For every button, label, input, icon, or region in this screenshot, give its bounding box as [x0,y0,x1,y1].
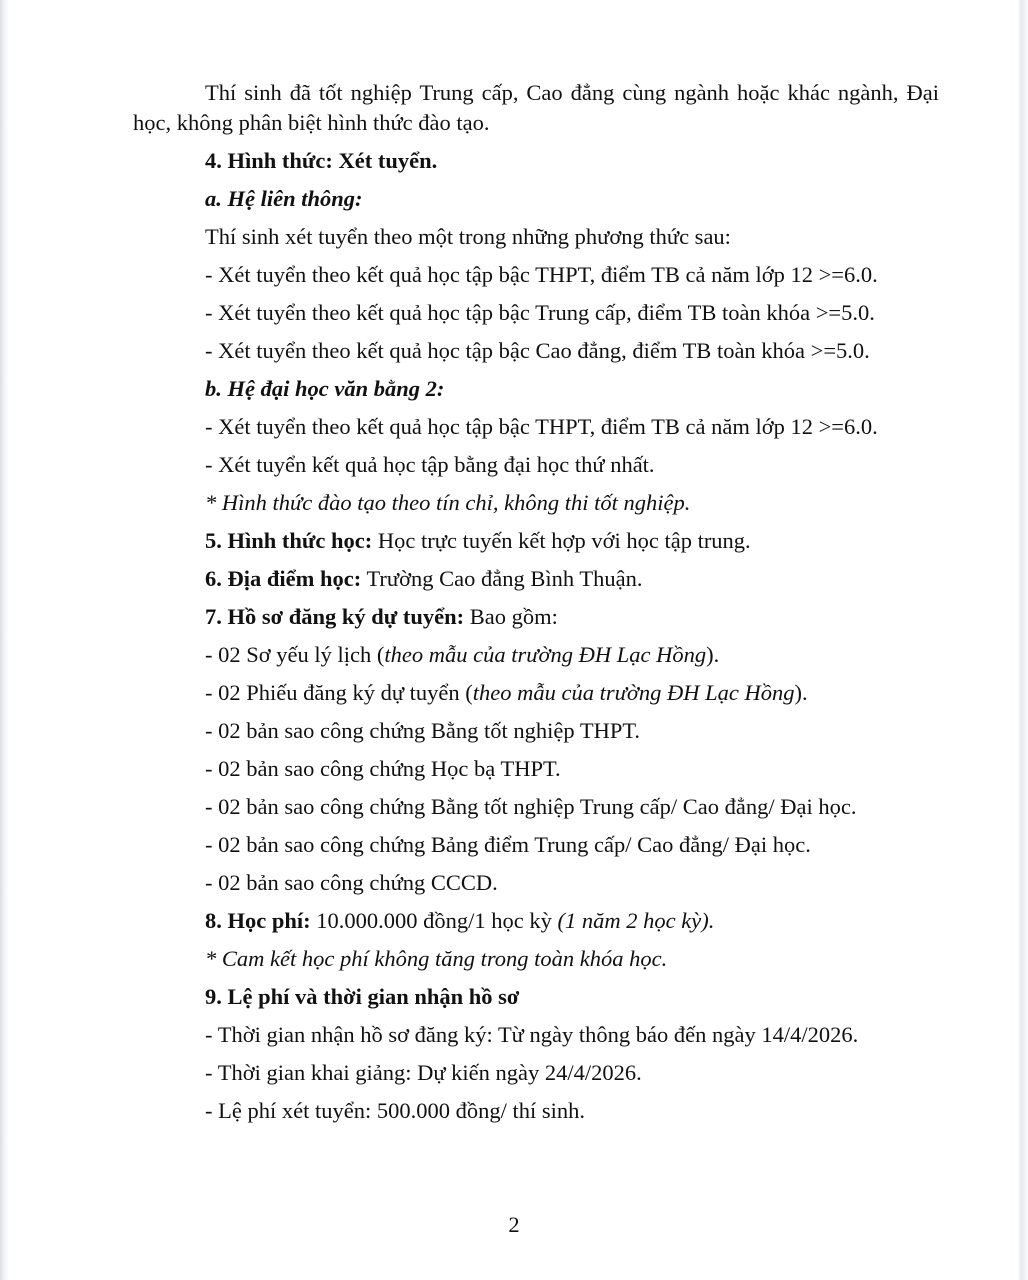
heading-subsection-b: b. Hệ đại học văn bằng 2: [205,376,445,401]
section-8-label: 8. Học phí: [205,908,311,933]
page-number: 2 [508,1212,520,1237]
section-7-value: Bao gồm: [464,604,558,629]
list-item-bang-diem-tc-cd-dh: - 02 bản sao công chứng Bảng điểm Trung cấp/ Cao đẳng/ Đại học. [205,832,811,857]
heading-section-5 [133,526,939,556]
paragraph-intro: Thí sinh đã tốt nghiệp Trung cấp, Cao đẳng cùng ngành hoặc khác ngành, Đại học, không phân biệt hình thức đào tạo. [133,80,939,135]
heading-section-7 [133,602,939,632]
note-training-credit: * Hình thức đào tạo theo tín chỉ, không thi tốt nghiệp. [205,490,691,515]
paragraph-methods-intro: Thí sinh xét tuyển theo một trong những phương thức sau: [205,224,731,249]
list-item-method-thpt: - Xét tuyển theo kết quả học tập bậc THPT, điểm TB cả năm lớp 12 >=6.0. [205,262,878,287]
item-pre: - 02 Sơ yếu lý lịch ( [205,642,385,667]
heading-section-6 [133,564,939,594]
list-item-method-trungcap: - Xét tuyển theo kết quả học tập bậc Trung cấp, điểm TB toàn khóa >=5.0. [205,300,875,325]
list-item-opening-date: - Thời gian khai giảng: Dự kiến ngày 24/4/2026. [205,1060,642,1085]
list-item-cccd: - 02 bản sao công chứng CCCD. [205,870,498,895]
page-left-edge [0,0,9,1280]
list-item-method-caodang: - Xét tuyển theo kết quả học tập bậc Cao đẳng, điểm TB toàn khóa >=5.0. [205,338,870,363]
heading-section-9: 9. Lệ phí và thời gian nhận hồ sơ [205,984,520,1009]
list-item-deadline: - Thời gian nhận hồ sơ đăng ký: Từ ngày thông báo đến ngày 14/4/2026. [205,1022,859,1047]
item-post: ). [706,642,720,667]
list-item-so-yeu-ly-lich [133,640,939,670]
document-body [133,78,939,1134]
list-item-vb2-daihoc: - Xét tuyển kết quả học tập bằng đại học thứ nhất. [205,452,655,477]
list-item-application-fee: - Lệ phí xét tuyển: 500.000 đồng/ thí sinh. [205,1098,585,1123]
item-note-italic: theo mẫu của trường ĐH Lạc Hồng [472,680,795,705]
item-post: ). [794,680,808,705]
section-5-value: Học trực tuyến kết hợp với học tập trung. [372,528,751,553]
section-8-value: 10.000.000 đồng/1 học kỳ [310,908,558,933]
section-8-note-italic: (1 năm 2 học kỳ). [557,908,715,933]
note-tuition-commitment: * Cam kết học phí không tăng trong toàn khóa học. [205,946,668,971]
page-right-edge [1018,0,1028,1280]
heading-section-4: 4. Hình thức: Xét tuyển. [205,148,438,173]
list-item-hoc-ba-thpt: - 02 bản sao công chứng Học bạ THPT. [205,756,561,781]
heading-section-8 [133,906,939,936]
section-7-label: 7. Hồ sơ đăng ký dự tuyển: [205,604,465,629]
list-item-bang-tot-nghiep-thpt: - 02 bản sao công chứng Bằng tốt nghiệp THPT. [205,718,641,743]
list-item-vb2-thpt: - Xét tuyển theo kết quả học tập bậc THPT, điểm TB cả năm lớp 12 >=6.0. [205,414,878,439]
section-6-label: 6. Địa điểm học: [205,566,362,591]
list-item-phieu-dang-ky [133,678,939,708]
section-5-label: 5. Hình thức học: [205,528,373,553]
list-item-bang-tot-nghiep-tc-cd-dh: - 02 bản sao công chứng Bằng tốt nghiệp Trung cấp/ Cao đẳng/ Đại học. [205,794,857,819]
item-note-italic: theo mẫu của trường ĐH Lạc Hồng [384,642,707,667]
item-pre: - 02 Phiếu đăng ký dự tuyển ( [205,680,473,705]
section-6-value: Trường Cao đẳng Bình Thuận. [361,566,643,591]
heading-subsection-a: a. Hệ liên thông: [205,186,363,211]
